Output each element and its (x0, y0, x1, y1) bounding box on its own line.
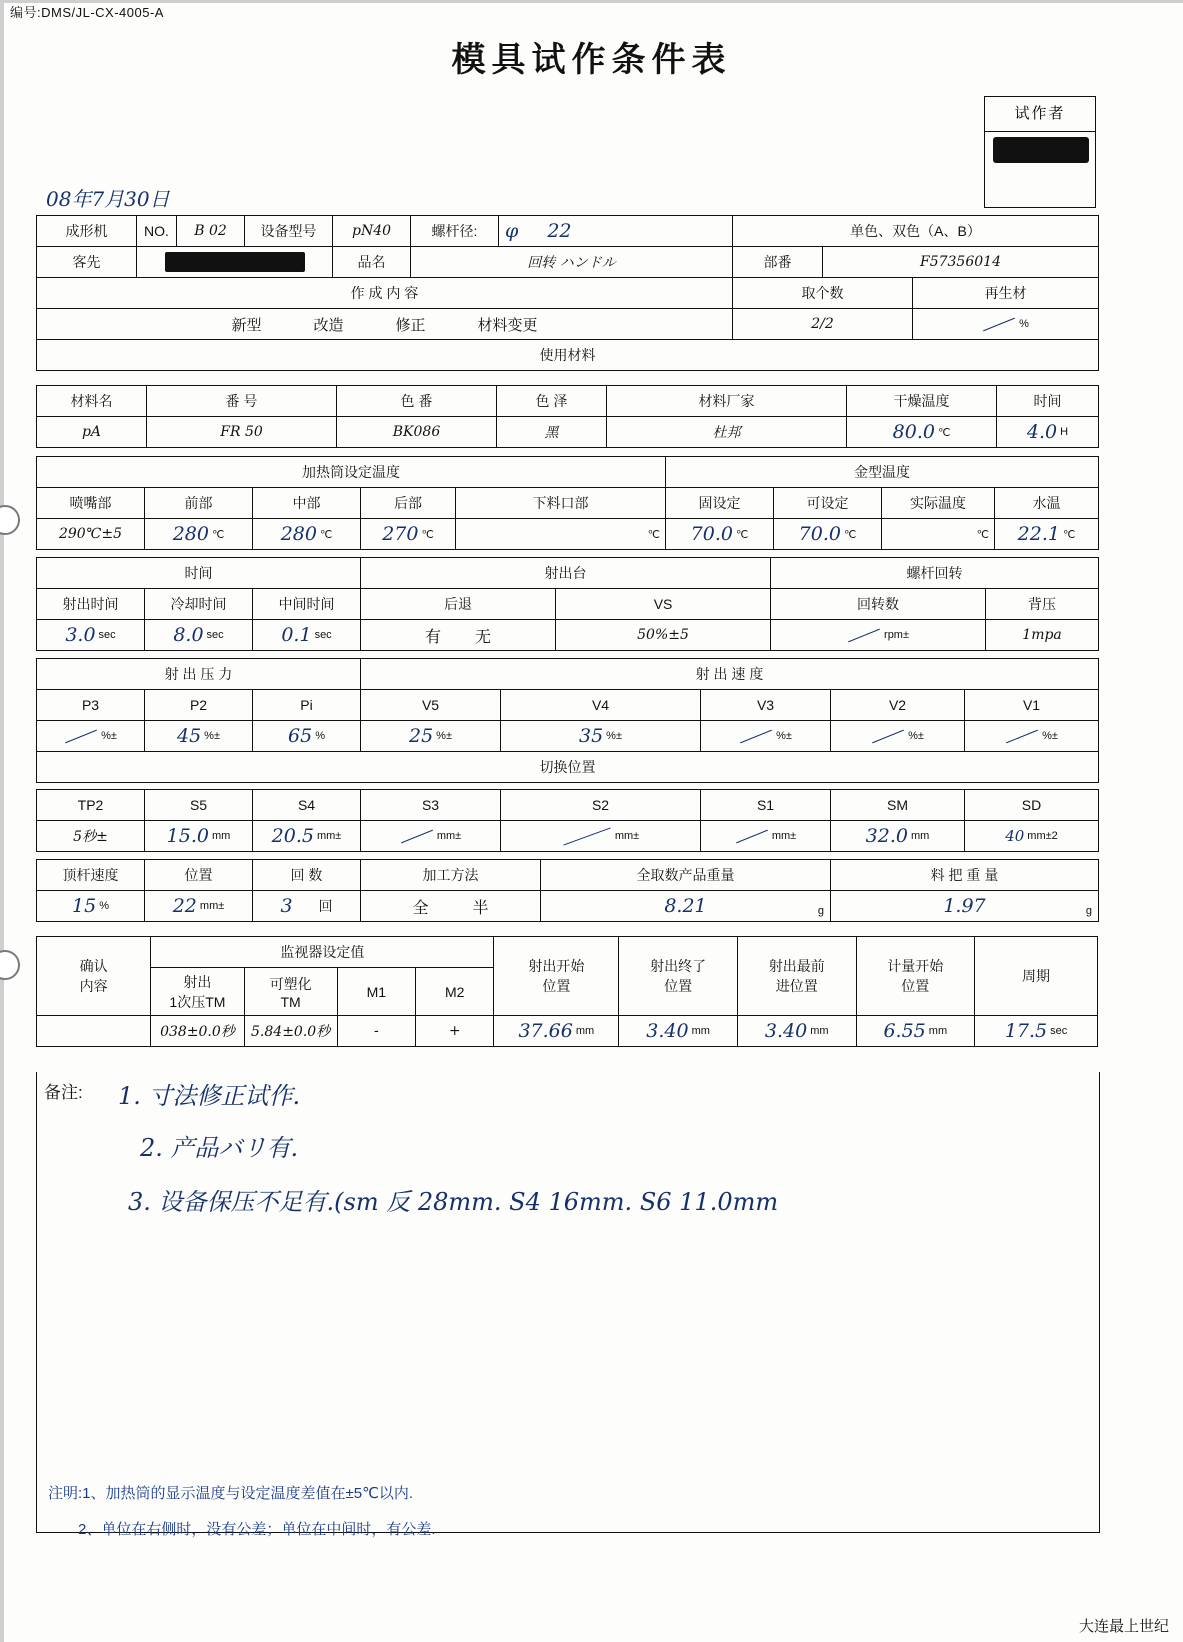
unit-movable-set: ℃ (843, 528, 857, 541)
value-dry-time: 4.0 (1026, 421, 1058, 443)
header-inject-front-pos (737, 937, 856, 1016)
value-runner-weight: 1.97 (943, 895, 986, 917)
value-ejector-count: 3 (280, 895, 293, 917)
unit-v3: %± (776, 730, 792, 742)
option-full: 全 (412, 899, 429, 917)
monitor-table (36, 936, 1098, 1047)
value-ejector-speed: 15 (72, 895, 97, 917)
header-movable-set: 可设定 (774, 488, 882, 519)
value-front-temp-cell (145, 519, 253, 550)
header-inject-tm-l1: 射出 (183, 973, 212, 990)
value-pi: 65 (288, 725, 313, 747)
remark-line-3: 3. 设备保压不足有.(sm 反 28mm. S4 16mm. S6 11.0mm (128, 1188, 779, 1216)
label-no: NO. (137, 216, 177, 247)
value-movable-set: 70.0 (798, 523, 841, 545)
header-maker: 材料厂家 (607, 386, 847, 417)
value-maker: 杜邦 (607, 417, 847, 448)
unit-s3: mm± (436, 830, 462, 842)
value-runner-weight-cell (831, 891, 1099, 922)
table-row (37, 309, 1099, 340)
table-row (37, 216, 1099, 247)
table-row (37, 620, 1099, 651)
unit-water-temp: ℃ (1062, 528, 1076, 541)
table-row (37, 752, 1099, 783)
table-row (37, 1016, 1098, 1047)
unit-front-temp: ℃ (211, 528, 225, 541)
label-take-count: 取个数 (733, 278, 913, 309)
value-inject-end-pos-cell (619, 1016, 738, 1047)
unit-v2: %± (908, 730, 924, 742)
process-method-cell (361, 891, 541, 922)
header-metering-start-pos-l1: 计量开始 (887, 958, 944, 974)
header-inject-start-pos-l1: 射出开始 (528, 958, 585, 974)
header-ejector-speed: 顶杆速度 (37, 860, 145, 891)
header-inject-front-pos-l2: 进位置 (775, 978, 818, 994)
value-dry-temp-cell (847, 417, 997, 448)
value-s5-cell (145, 821, 253, 852)
header-mid-time: 中间时间 (253, 589, 361, 620)
header-s4: S4 (253, 790, 361, 821)
unit-inject-end-pos: mm (691, 1025, 710, 1037)
value-inject-time: 3.0 (65, 624, 96, 646)
unit-runner-weight: g (1085, 905, 1092, 917)
header-plasticize-tm-l2: TM (280, 993, 301, 1010)
header-inject-front-pos-l1: 射出最前 (768, 958, 825, 974)
table-row (37, 519, 1099, 550)
value-inject-front-pos-cell (737, 1016, 856, 1047)
header-plasticize-tm-l1: 可塑化 (269, 975, 312, 992)
section-title-time: 时间 (37, 558, 361, 589)
header-process-method: 加工方法 (361, 860, 541, 891)
header-pi: Pi (253, 690, 361, 721)
value-water-temp-cell (995, 519, 1099, 550)
section-title-injection-speed: 射 出 速 度 (361, 659, 1099, 690)
value-inject-tm: 038±0.0秒 (151, 1016, 244, 1047)
header-inject-end-pos-l1: 射出终了 (650, 958, 707, 974)
value-inject-end-pos: 3.40 (646, 1020, 689, 1042)
value-sm: 32.0 (865, 825, 908, 847)
value-color-no: BK086 (337, 417, 497, 448)
value-mid-time: 0.1 (281, 624, 312, 646)
header-total-weight: 全取数产品重量 (541, 860, 831, 891)
confirm-line1: 确认 (79, 958, 108, 974)
value-total-weight-cell (541, 891, 831, 922)
value-material-number: FR 50 (147, 417, 337, 448)
table-row (37, 340, 1099, 371)
unit-s5: mm (211, 830, 231, 842)
header-inject-end-pos-l2: 位置 (664, 978, 693, 994)
screw-phi: φ (505, 220, 519, 242)
unit-p3: %± (101, 730, 117, 742)
value-model: pN40 (333, 216, 411, 247)
unit-sm: mm (910, 830, 930, 842)
table-row (37, 860, 1099, 891)
value-metering-start-pos-cell (856, 1016, 975, 1047)
scan-edge-left (0, 0, 4, 1642)
date-field: 08年7月30日 (46, 187, 170, 211)
value-screw-dia: 22 (547, 220, 572, 242)
punch-hole-top (0, 505, 20, 535)
header-metering-start-pos (856, 937, 975, 1016)
header-v1: V1 (965, 690, 1099, 721)
section-title-injection-table: 射出台 (361, 558, 771, 589)
unit-pi: % (315, 730, 325, 742)
value-m1: - (337, 1016, 415, 1047)
unit-dry-temp: ℃ (937, 426, 951, 439)
value-sd: 40 (1005, 827, 1025, 845)
header-s5: S5 (145, 790, 253, 821)
header-tp2: TP2 (37, 790, 145, 821)
table-row (37, 488, 1099, 519)
blank-confirm-cell (37, 1016, 151, 1047)
page-title: 模具试作条件表 (451, 40, 732, 80)
label-confirm-content (37, 937, 151, 1016)
unit-ejector-position: mm± (199, 900, 225, 912)
section-title-switch-position: 切换位置 (37, 752, 1099, 783)
header-middle: 中部 (253, 488, 361, 519)
unit-middle-temp: ℃ (319, 528, 333, 541)
label-customer: 客先 (37, 247, 137, 278)
section-title-injection-pressure: 射 出 压 力 (37, 659, 361, 690)
table-row (37, 659, 1099, 690)
label-part-no: 部番 (733, 247, 823, 278)
value-color: 黑 (497, 417, 607, 448)
value-s5: 15.0 (166, 825, 209, 847)
unit-cool-time: sec (206, 629, 224, 641)
table-row (37, 821, 1099, 852)
confirm-line2: 内容 (79, 978, 108, 994)
header-inject-time: 射出时间 (37, 589, 145, 620)
document-number: 编号:DMS/JL-CX-4005-A (10, 5, 164, 20)
header-dry-time: 时间 (997, 386, 1099, 417)
header-runner-weight: 料 把 重 量 (831, 860, 1099, 891)
value-v5-cell (361, 721, 501, 752)
header-inject-tm (151, 968, 244, 1016)
value-regen-cell (913, 309, 1099, 340)
value-rear-temp: 270 (382, 523, 419, 545)
label-machine: 成形机 (37, 216, 137, 247)
option-material-change: 材料变更 (477, 316, 538, 334)
value-p3-cell (37, 721, 145, 752)
value-cycle: 17.5 (1004, 1020, 1048, 1042)
value-mid-time-cell (253, 620, 361, 651)
value-p2: 45 (176, 725, 202, 747)
value-s4: 20.5 (271, 825, 314, 847)
remark-line-2: 2. 产品バリ有. (140, 1134, 299, 1162)
value-total-weight: 8.21 (664, 895, 707, 917)
value-back-pressure: 1mpa (986, 620, 1099, 651)
value-v2-cell (831, 721, 965, 752)
header-v4: V4 (501, 690, 701, 721)
table-row (37, 690, 1099, 721)
unit-regen: % (1019, 318, 1029, 330)
header-cool-time: 冷却时间 (145, 589, 253, 620)
unit-v1: %± (1042, 730, 1058, 742)
value-v4-cell (501, 721, 701, 752)
option-new: 新型 (231, 316, 262, 334)
value-inject-start-pos-cell (494, 1016, 619, 1047)
table-row (37, 457, 1099, 488)
unit-inject-start-pos: mm (575, 1025, 595, 1037)
header-s2: S2 (501, 790, 701, 821)
value-v1-cell (965, 721, 1099, 752)
unit-dry-time: H (1060, 426, 1069, 438)
value-customer-redacted (137, 247, 333, 278)
header-material-number: 番 号 (147, 386, 337, 417)
scan-edge-top (0, 0, 1183, 3)
unit-ejector-speed: % (99, 900, 109, 912)
time-screw-table (36, 557, 1099, 651)
table-row (37, 589, 1099, 620)
unit-metering-start-pos: mm (928, 1025, 948, 1037)
value-cycle-cell (975, 1016, 1098, 1047)
header-inject-start-pos-l2: 位置 (542, 978, 571, 994)
value-middle-temp: 280 (280, 523, 317, 545)
label-color-mode: 单色、双色（A、B） (733, 216, 1099, 247)
value-inject-time-cell (37, 620, 145, 651)
table-row (37, 721, 1099, 752)
value-dry-time-cell (997, 417, 1099, 448)
header-color: 色 泽 (497, 386, 607, 417)
option-modify: 改造 (313, 316, 344, 334)
header-m1: M1 (337, 968, 415, 1016)
section-title-material: 使用材料 (37, 340, 1099, 371)
header-color-no: 色 番 (337, 386, 497, 417)
value-v4: 35 (578, 725, 604, 747)
table-row (37, 386, 1099, 417)
value-p2-cell (145, 721, 253, 752)
punch-hole-bottom (0, 950, 20, 980)
header-plasticize-tm (244, 968, 337, 1016)
value-ejector-position: 22 (172, 895, 197, 917)
unit-s1: mm± (771, 830, 797, 842)
unit-fixed-set: ℃ (735, 528, 749, 541)
value-cool-time-cell (145, 620, 253, 651)
unit-inject-front-pos: mm (810, 1025, 829, 1037)
value-fixed-set: 70.0 (690, 523, 733, 545)
value-dry-temp: 80.0 (892, 421, 935, 443)
pressure-speed-table (36, 658, 1099, 783)
header-dry-temp: 干燥温度 (847, 386, 997, 417)
header-inject-start-pos (494, 937, 619, 1016)
header-metering-start-pos-l2: 位置 (901, 978, 930, 994)
header-inject-tm-l2: 1次压TM (169, 993, 226, 1010)
tester-box (984, 96, 1096, 208)
option-retreat-yes: 有 (425, 628, 442, 646)
value-screw-dia-cell (499, 216, 733, 247)
unit-ejector-count: 回 (318, 898, 333, 914)
switch-position-table (36, 789, 1099, 852)
header-retreat: 后退 (361, 589, 556, 620)
table-row (37, 278, 1099, 309)
label-regen: 再生材 (913, 278, 1099, 309)
table-row (37, 247, 1099, 278)
header-p2: P2 (145, 690, 253, 721)
label-product: 品名 (333, 247, 411, 278)
value-ejector-count-cell (253, 891, 361, 922)
header-fixed-set: 固设定 (666, 488, 774, 519)
heating-temperature-table (36, 456, 1099, 550)
value-m2: + (416, 1016, 494, 1047)
remark-line-1: 1. 寸法修正试作. (118, 1082, 301, 1110)
option-retreat-no: 无 (475, 628, 492, 646)
value-pi-cell (253, 721, 361, 752)
remarks-label: 备注: (44, 1083, 83, 1102)
header-v2: V2 (831, 690, 965, 721)
value-hopper-temp-cell (456, 519, 666, 550)
table-row (37, 558, 1099, 589)
header-water-temp: 水温 (995, 488, 1099, 519)
section-title-monitor: 监视器设定值 (151, 937, 494, 968)
value-rear-temp-cell (361, 519, 456, 550)
ejector-table (36, 859, 1099, 922)
header-sm: SM (831, 790, 965, 821)
tester-signature-redacted (993, 137, 1089, 163)
label-model: 设备型号 (245, 216, 333, 247)
footnote-2: 2、单位在右侧时，没有公差；单位在中间时，有公差. (78, 1521, 436, 1538)
header-hopper: 下料口部 (456, 488, 666, 519)
section-title-mold-temp: 金型温度 (666, 457, 1099, 488)
value-machine-no: B 02 (177, 216, 245, 247)
value-s1-cell (701, 821, 831, 852)
unit-sd: mm±2 (1027, 830, 1058, 842)
header-front: 前部 (145, 488, 253, 519)
header-back-pressure: 背压 (986, 589, 1099, 620)
table-row (37, 891, 1099, 922)
material-table (36, 385, 1099, 448)
option-half: 半 (472, 899, 489, 917)
value-water-temp: 22.1 (1017, 523, 1060, 545)
value-actual-temp-cell (882, 519, 995, 550)
header-rear: 后部 (361, 488, 456, 519)
header-sd: SD (965, 790, 1099, 821)
value-tp2: 5秒± (37, 821, 145, 852)
header-vs: VS (556, 589, 771, 620)
value-v5: 25 (408, 725, 434, 747)
value-v3-cell (701, 721, 831, 752)
value-s3-cell (361, 821, 501, 852)
section-title-barrel-temp: 加热筒设定温度 (37, 457, 666, 488)
value-front-temp: 280 (172, 523, 209, 545)
value-rpm-cell (771, 620, 986, 651)
header-cycle: 周期 (975, 937, 1098, 1016)
header-v5: V5 (361, 690, 501, 721)
header-s1: S1 (701, 790, 831, 821)
value-part-no: F57356014 (823, 247, 1099, 278)
header-v3: V3 (701, 690, 831, 721)
header-material-name: 材料名 (37, 386, 147, 417)
unit-rpm: rpm± (884, 629, 910, 641)
table-row (37, 417, 1099, 448)
value-sm-cell (831, 821, 965, 852)
value-plasticize-tm: 5.84±0.0秒 (244, 1016, 337, 1047)
header-ejector-position: 位置 (145, 860, 253, 891)
value-metering-start-pos: 6.55 (883, 1020, 926, 1042)
unit-rear-temp: ℃ (421, 528, 434, 541)
header-rpm: 回转数 (771, 589, 986, 620)
value-s2-cell (501, 821, 701, 852)
section-title-screw-rotation: 螺杆回转 (771, 558, 1099, 589)
value-material-name: pA (37, 417, 147, 448)
value-take-count: 2/2 (733, 309, 913, 340)
value-movable-set-cell (774, 519, 882, 550)
content-options-cell (37, 309, 733, 340)
header-p3: P3 (37, 690, 145, 721)
section-title-content: 作 成 内 容 (37, 278, 733, 309)
value-fixed-set-cell (666, 519, 774, 550)
table-row (37, 790, 1099, 821)
unit-s4: mm± (316, 830, 342, 842)
value-nozzle-temp: 290℃±5 (37, 519, 145, 550)
table-row (37, 937, 1098, 968)
retreat-options-cell (361, 620, 556, 651)
header-actual-temp: 实际温度 (882, 488, 995, 519)
unit-hopper-temp: ℃ (647, 528, 661, 541)
unit-p2: %± (204, 730, 220, 742)
unit-actual-temp: ℃ (976, 528, 990, 541)
unit-v5: %± (436, 730, 452, 742)
value-sd-cell (965, 821, 1099, 852)
value-cool-time: 8.0 (173, 624, 204, 646)
unit-s2: mm± (614, 830, 640, 842)
header-m2: M2 (416, 968, 494, 1016)
unit-inject-time: sec (98, 629, 116, 641)
unit-cycle: sec (1050, 1025, 1068, 1037)
tester-header: 试作者 (985, 97, 1095, 132)
header-inject-end-pos (619, 937, 738, 1016)
unit-total-weight: g (817, 905, 824, 917)
footnote-1: 注明:1、加热筒的显示温度与设定温度差值在±5℃以内. (48, 1485, 414, 1502)
value-product: 回转 ハンドル (411, 247, 733, 278)
unit-v4: %± (606, 730, 622, 742)
option-fix: 修正 (395, 316, 426, 334)
header-nozzle: 喷嘴部 (37, 488, 145, 519)
label-screw-dia: 螺杆径: (411, 216, 499, 247)
value-vs: 50%±5 (556, 620, 771, 651)
value-inject-front-pos: 3.40 (764, 1020, 808, 1042)
header-s3: S3 (361, 790, 501, 821)
value-inject-start-pos: 37.66 (518, 1020, 573, 1042)
value-ejector-speed-cell (37, 891, 145, 922)
header-ejector-count: 回 数 (253, 860, 361, 891)
unit-mid-time: sec (314, 629, 332, 641)
value-s4-cell (253, 821, 361, 852)
company-footer: 大连最上世纪 (1078, 1618, 1169, 1635)
machine-info-table (36, 215, 1099, 371)
value-middle-temp-cell (253, 519, 361, 550)
value-ejector-position-cell (145, 891, 253, 922)
